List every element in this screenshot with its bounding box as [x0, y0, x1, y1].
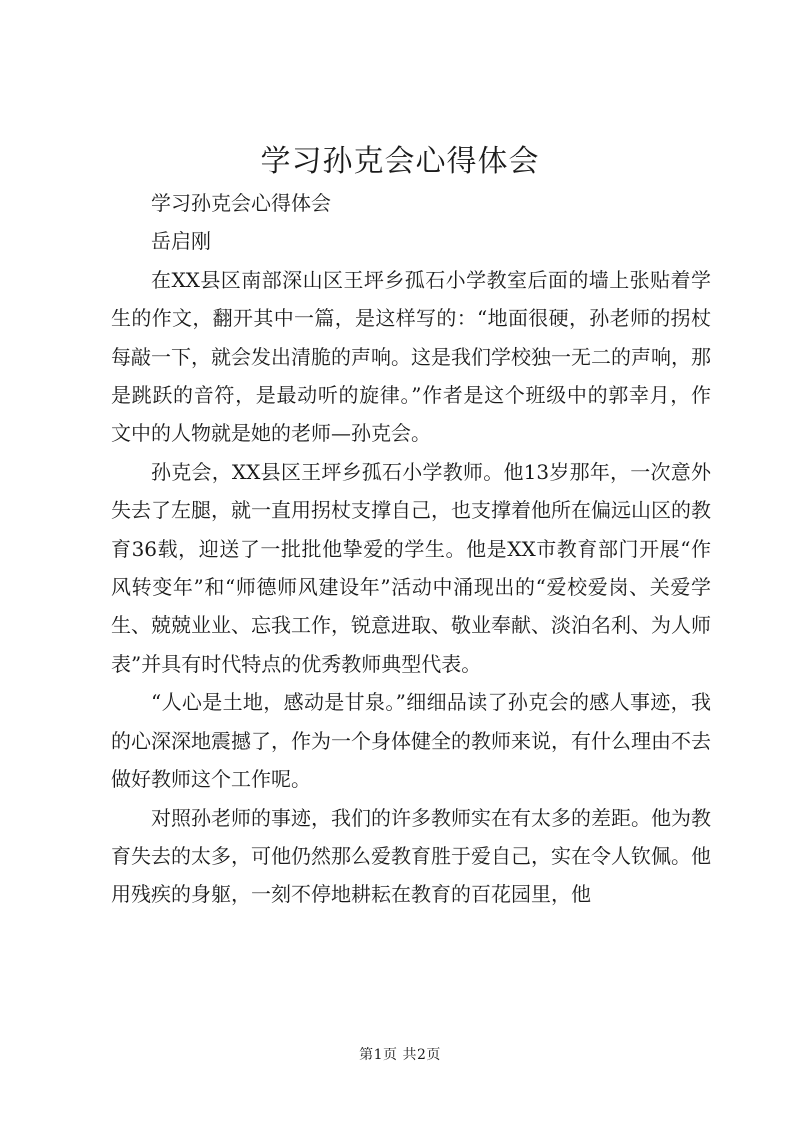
paragraph-4: 对照孙老师的事迹，我们的许多教师实在有太多的差距。他为教育失去的太多，可他仍然那么爱教育胜于爱自己，实在令人钦佩。他用残疾的身躯，一刻不停地耕耘在教育的百花园里，他: [111, 805, 711, 907]
paragraph-subtitle: 学习孙克会心得体会: [151, 191, 331, 215]
page-footer: 第1页 共2页: [359, 1047, 441, 1063]
paragraph-3: “人心是土地，感动是甘泉。”细细品读了孙克会的感人事迹，我的心深深地震撼了，作为一个身体健全的教师来说，有什么理由不去做好教师这个工作呢。: [111, 690, 711, 792]
document-body: [111, 184, 711, 914]
paragraph-1: 在XX县区南部深山区王坪乡孤石小学教室后面的墙上张贴着学生的作文，翻开其中一篇，是这样写的：“地面很硬，孙老师的拐杖每敲一下，就会发出清脆的声响。这是我们学校独一无二的声响，那是跳跃的音符，是最动听的旋律。”作者是这个班级中的郭幸月，作文中的人物就是她的老师—孙克会。: [111, 267, 711, 446]
paragraph-2: 孙克会，XX县区王坪乡孤石小学教师。他13岁那年，一次意外失去了左腿，就一直用拐杖支撑自己，也支撑着他所在偏远山区的教育36载，迎送了一批批他挚爱的学生。他是XX市教育部门开展“作风转变年”和“师德师风建设年”活动中涌现出的“爱校爱岗、关爱学生、兢兢业业、忘我工作，锐意进取、敬业奉献、淡泊名利、为人师表”并具有时代特点的优秀教师典型代表。: [111, 459, 711, 676]
paragraph-author: 岳启刚: [151, 229, 211, 254]
document-title: 学习孙克会心得体会: [260, 144, 540, 179]
